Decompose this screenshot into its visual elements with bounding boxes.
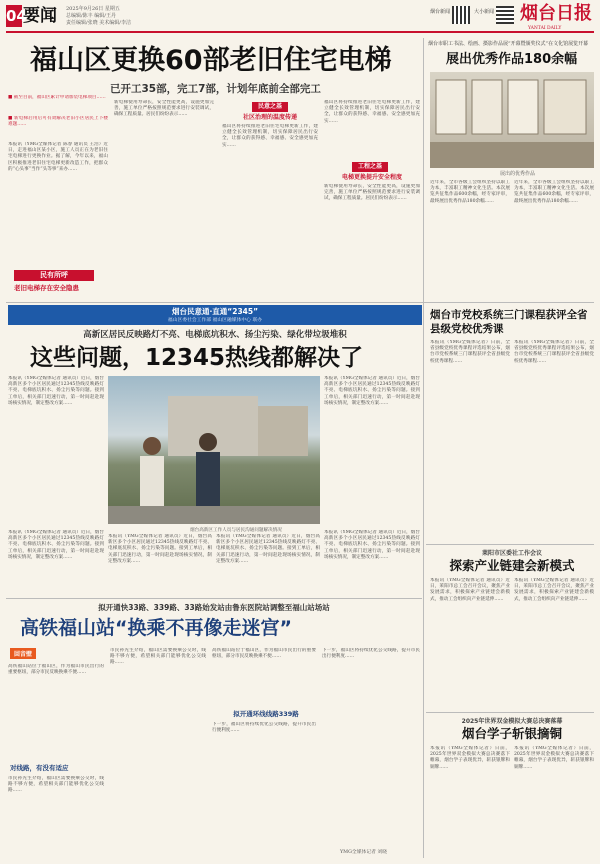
qr-code-icon (452, 6, 470, 24)
mid-photo (108, 376, 320, 524)
right-top-headline: 展出优秀作品180余幅 (446, 52, 578, 67)
lead-note-1: ■ 截至目前，福山区累计申请加装电梯项目…… (8, 95, 106, 100)
right-lower-headline: 探索产业链建会新模式 (449, 558, 575, 573)
lead-sub1-title: 社区治理的温度传递 (242, 114, 297, 121)
right-bottom-body-1: 本报讯（YMG全媒体记者）日前，2025年世界双金模拟大赛总决赛落下帷幕，烟台学子表现优异，斩获银牌和铜牌…… (430, 746, 510, 770)
right-mid-body-1: 本报讯（YMG全媒体记者）日前，全省县级党校优秀课程评选结果公布，烟台市党校系统三门课程获评全省县级党校优秀课程…… (430, 340, 510, 364)
mid-banner (8, 305, 422, 325)
paper-sub: YANTAI DAILY (528, 26, 562, 31)
mid-headline: 这些问题，12345热线都解决了 (30, 345, 364, 371)
right-mid-headline: 烟台市党校系统三门课程获评全省县级党校优秀课 (430, 309, 588, 335)
right-mid-body-2: 本报讯（YMG全媒体记者）日前，全省县级党校优秀课程评选结果公布，烟台市党校系统三门课程获评全省县级党校优秀课程…… (514, 340, 594, 364)
mid-banner-title: 烟台民意通·直通“2345” (171, 307, 259, 316)
lead-sub2: 工程之基 (352, 162, 388, 172)
qr1-label: 烟台新闻 (430, 9, 451, 15)
qr2-label: 大小新闻 (474, 9, 495, 15)
right-bottom-body-2: 本报讯（YMG全媒体记者）日前，2025年世界双金模拟大赛总决赛落下帷幕，烟台学子表现优异，斩获银牌和铜牌…… (514, 746, 594, 770)
lead-sub2-title: 电梯更换提升安全程度 (341, 174, 402, 181)
mid-body-col3: 本报讯（YMG全媒体记者 通讯员）近日，烟台高新区多个小区居民通过12345热线反映路灯不亮、电梯底坑积水、扬尘污染等问题。接到工单后，相关部门迅速行动，第一时间赶赴现场核实情况，制定整改方案…… (324, 376, 420, 406)
right-top-body-2: 近年来，全市各级工会组织坚持以职工为本，丰富职工精神文化生活。本次展览共征集作品600余幅，经专家评审，最终展出优秀作品180余幅…… (514, 180, 594, 204)
bottom-body-col1b: 市民孙先生介绍，福山区需要换乘公交时，线路不够方便，希望相关部门能够优化公交线路…… (8, 776, 104, 794)
lead-body-col4: 福山区将持续推进老旧住宅电梯更新工作，建立健全长效管理机制，切实保障居民出行安全，让群众的获得感、幸福感、安全感更加充实…… (324, 100, 420, 124)
bottom-tag: 回音壁 (10, 648, 36, 659)
exhibition-photo (430, 72, 594, 168)
lead-headline: 福山区更换60部老旧住宅电梯 (30, 45, 392, 76)
bottom-byline: YMG全媒体记者 刘晓 (340, 850, 388, 855)
right-top-photo (430, 72, 594, 168)
qr-code-icon (496, 6, 514, 24)
right-bottom-kicker: 2025年世界双金模拟大赛总决赛落幕 (461, 718, 563, 725)
lead-subtitle: 已开工35部，完工7部，计划年底前全部完工 (110, 83, 321, 95)
section-name: 要闻 (23, 6, 57, 26)
bottom-body-col3: 高铁福山站位于福山区，作为福山市民出行的重要枢纽，部分市民反映换乘不便…… (212, 648, 316, 660)
right-lower-body-2: 本报讯（YMG全媒体记者 通讯员）近日，莱阳市总工会召开会议，聚焦产业发展需求，积极探索产业链建会新模式，推动工会组织向产业链延伸…… (514, 578, 594, 602)
mid-body-lower-3: 本报讯（YMG全媒体记者 通讯员）近日，烟台高新区多个小区居民通过12345热线反映路灯不亮、电梯底坑积水、扬尘污染等问题。接到工单后，相关部门迅速行动，第一时间赶赴现场核实情况，制定整改方案…… (216, 534, 320, 564)
lead-sidebox-sub: 老旧电梯存在安全隐患 (14, 284, 79, 292)
mid-body-lower-4: 本报讯（YMG全媒体记者 通讯员）近日，烟台高新区多个小区居民通过12345热线反映路灯不亮、电梯底坑积水、扬尘污染等问题。接到工单后，相关部门迅速行动，第一时间赶赴现场核实情况，制定整改方案…… (324, 530, 420, 560)
mid-body-lower-2: 本报讯（YMG全媒体记者 通讯员）近日，烟台高新区多个小区居民通过12345热线反映路灯不亮、电梯底坑积水、扬尘污染等问题。接到工单后，相关部门迅速行动，第一时间赶赴现场核实情况，制定整改方案…… (108, 534, 212, 564)
masthead-editors-1: 总编辑/陈丰 编辑/王丹 (66, 13, 116, 19)
lead-body-col2: 新电梯使用寿命长，安全性能更高，设施更加完善，施工单位严格按照规范要求进行安装调试，确保工程质量。居民们纷纷表示…… (114, 100, 214, 118)
page-number: 04 (6, 7, 27, 25)
bottom-body-col1: 高铁福山站位于福山区，作为福山市民出行的重要枢纽，部分市民反映换乘不便…… (8, 664, 104, 676)
bottom-body-col2: 市民孙先生介绍，福山区需要换乘公交时，线路不够方便，希望相关部门能够优化公交线路…… (110, 648, 206, 666)
lead-note-2: ■ 新电梯启用后可有效解决老旧小区居民上下楼难题…… (8, 116, 108, 128)
bottom-body-col3b: 下一步，福山区将持续优化公交线路，提升市民出行便利度…… (212, 722, 316, 734)
masthead-editors-2: 责任编辑/张晓 美术编辑/李洁 (66, 20, 131, 26)
right-lower-body-1: 本报讯（YMG全媒体记者 通讯员）近日，莱阳市总工会召开会议，聚焦产业发展需求，积极探索产业链建会新模式，推动工会组织向产业链延伸…… (430, 578, 510, 602)
bottom-headline: 高铁福山站“换乘不再像走迷宫” (20, 617, 292, 639)
mid-photo-caption: 烟台高新区工作人员与居民沟通问题解决情况 (190, 528, 282, 533)
mid-banner-sub: 福山区委社会工作部 福山区融媒体中心 联办 (167, 318, 263, 323)
bottom-body-col4: 下一步，福山区将持续优化公交线路，提升市民出行便利度…… (322, 648, 420, 660)
lead-body-col3: 福山区将持续推进老旧住宅电梯更新工作，建立健全长效管理机制，切实保障居民出行安全，让群众的获得感、幸福感、安全感更加充实…… (222, 124, 318, 148)
lead-sidebox-title: 民有所呼 (14, 270, 94, 281)
right-top-caption: 展出的优秀作品 (500, 171, 536, 177)
lead-body-col5: 新电梯使用寿命长，安全性能更高，设施更加完善，施工单位严格按照规范要求进行安装调试，确保工程质量。居民们纷纷表示…… (324, 184, 420, 202)
mid-kicker: 高新区居民反映路灯不亮、电梯底坑积水、扬尘污染、绿化带垃圾堆积 (83, 330, 347, 340)
masthead-date: 2025年9月26日 星期五 (66, 6, 120, 12)
bottom-sub-right: 拟开通环线线路339路 (233, 710, 299, 718)
right-bottom-headline: 烟台学子斩银摘铜 (461, 726, 562, 741)
mid-body-col1: 本报讯（YMG全媒体记者 通讯员）近日，烟台高新区多个小区居民通过12345热线反映路灯不亮、电梯底坑积水、扬尘污染等问题。接到工单后，相关部门迅速行动，第一时间赶赴现场核实情况，制定整改方案…… (8, 376, 104, 406)
residents-photo (108, 376, 320, 524)
bottom-sub-left: 对线路，有没有适应 (10, 764, 69, 772)
right-top-kicker: 烟台市职工书法、绘画、摄影作品展“开幕暨颁奖仪式”在文化馆展览开幕 (428, 41, 589, 47)
lead-body-col1: 本报讯（YMG全媒体记者 陈春 通讯员 王浩）近日，走进福山区某小区，施工人员正在为老旧住宅电梯进行更换作业。据了解，今年以来，福山区积极推进老旧住宅电梯更新改造工作，把群众的“心头事”当作“头等事”来办…… (8, 142, 108, 172)
mid-body-lower-1: 本报讯（YMG全媒体记者 通讯员）近日，烟台高新区多个小区居民通过12345热线反映路灯不亮、电梯底坑积水、扬尘污染等问题。接到工单后，相关部门迅速行动，第一时间赶赴现场核实情况，制定整改方案…… (8, 530, 104, 560)
paper-name: 烟台日报 (520, 3, 592, 24)
right-lower-kicker: 莱阳市区委社工作会议 (481, 550, 542, 557)
right-top-body-1: 近年来，全市各级工会组织坚持以职工为本，丰富职工精神文化生活。本次展览共征集作品600余幅，经专家评审，最终展出优秀作品180余幅…… (430, 180, 510, 204)
bottom-kicker: 拟开通快33路、339路、33路始发站由鲁东医院站调整至福山站场站 (98, 603, 330, 612)
lead-sub1: 民意之基 (252, 102, 288, 112)
